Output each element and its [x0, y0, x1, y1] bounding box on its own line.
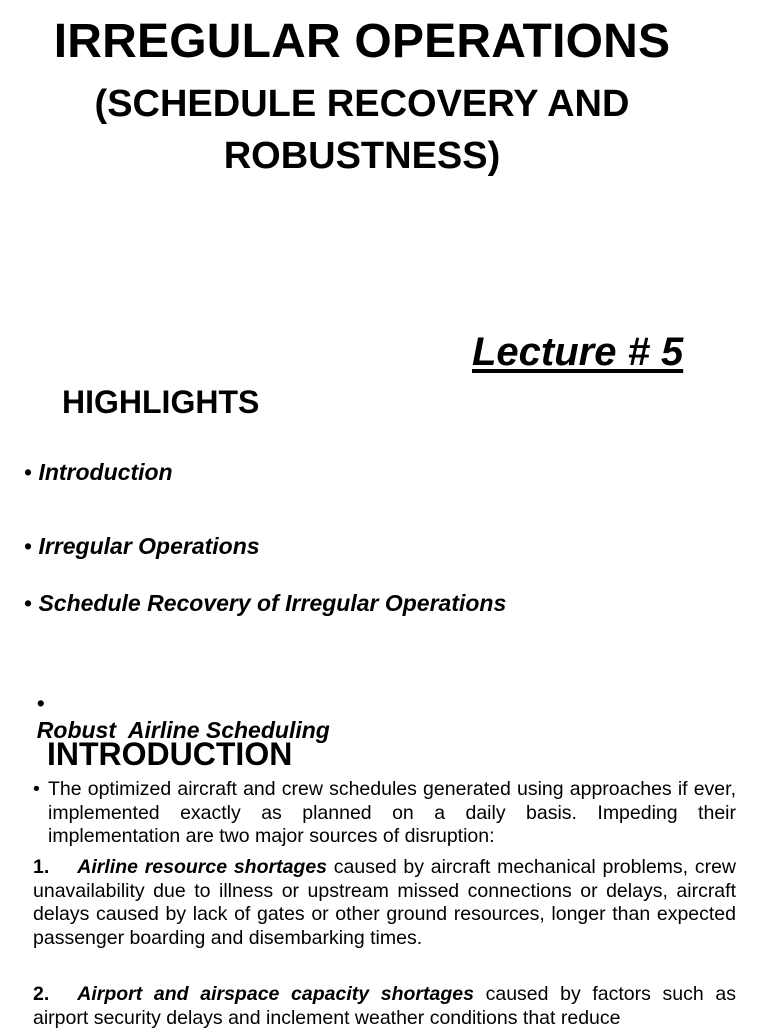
point-text: caused by aircraft mechanical problems, crew unavailability due to illness or upstream missed connections or delays, aircraft delays caused by lack of gates or other ground resources, longer than expected passenger boarding and disembarking times. — [33, 856, 737, 949]
point-number: 2. — [33, 983, 50, 1005]
highlights-heading: HIGHLIGHTS — [62, 384, 260, 420]
introduction-paragraph: The optimized aircraft and crew schedules generated using approaches if ever, implemented exactly as planned on a daily basis. Impeding their implementation are two major sources of disruption: — [48, 778, 736, 847]
bullet-dot: • — [33, 778, 40, 800]
point-emphasis: Airline resource shortages — [77, 856, 328, 878]
point-number: 1. — [33, 856, 50, 878]
lecture-number: Lecture # 5 — [472, 330, 684, 374]
highlight-item — [24, 533, 260, 560]
point-text: caused by factors such as airport security delays and inclement weather conditions that reduce — [33, 983, 736, 1029]
highlight-item-label: Introduction — [38, 459, 173, 485]
bullet-dot: • — [24, 533, 33, 559]
introduction-heading: INTRODUCTION — [47, 736, 293, 772]
highlight-item — [24, 590, 506, 617]
page-subtitle: (SCHEDULE RECOVERY AND ROBUSTNESS) — [94, 83, 630, 177]
highlight-item-label: Schedule Recovery of Irregular Operations — [38, 590, 507, 616]
bullet-dot: • — [36, 690, 45, 716]
highlight-item-label: Irregular Operations — [38, 533, 260, 559]
point-emphasis: Airport and airspace capacity shortages — [77, 983, 474, 1005]
numbered-point — [33, 983, 736, 1030]
highlight-item — [24, 663, 330, 744]
highlight-item — [24, 459, 173, 486]
numbered-point — [33, 856, 736, 950]
highlight-item-label: Robust Airline Scheduling — [36, 717, 330, 743]
bullet-dot: • — [24, 590, 33, 616]
page-title: IRREGULAR OPERATIONS — [53, 15, 671, 68]
bullet-dot: • — [24, 459, 33, 485]
